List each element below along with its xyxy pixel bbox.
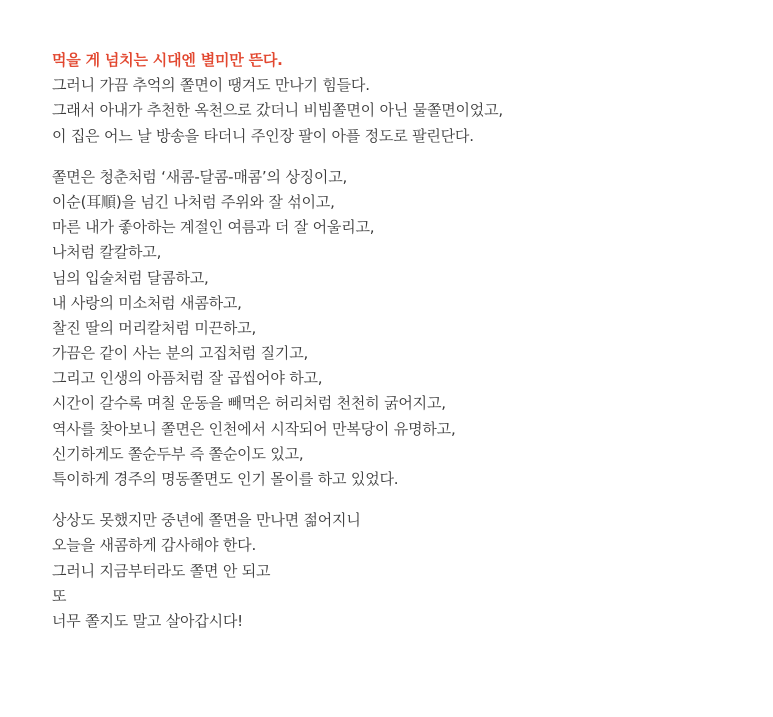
- article-body: [52, 48, 752, 634]
- text-line: 찰진 딸의 머리칼처럼 미끈하고,: [52, 318, 257, 337]
- text-line: 너무 쫄지도 말고 살아갑시다!: [52, 611, 243, 630]
- text-line: 특이하게 경주의 명동쫄면도 인기 몰이를 하고 있었다.: [52, 470, 399, 488]
- text-line: 이 집은 어느 날 방송을 타더니 주인장 팔이 아플 정도로 팔린단다.: [52, 126, 474, 145]
- text-line: 쫄면은 청춘처럼 ‘새콤-달콤-매콤’의 상징이고,: [52, 167, 348, 186]
- paragraph-conclusion: [52, 508, 752, 634]
- text-line: 그리고 인생의 아픔처럼 잘 곱씹어야 하고,: [52, 369, 323, 388]
- text-line: 나처럼 칼칼하고,: [52, 243, 162, 262]
- paragraph-description: [52, 165, 752, 492]
- text-line: 상상도 못했지만 중년에 쫄면을 만나면 젊어지니: [52, 511, 361, 530]
- text-line: 님의 입술처럼 달콤하고,: [52, 268, 209, 287]
- text-line: 이순(耳順)을 넘긴 나처럼 주위와 잘 섞이고,: [52, 192, 335, 211]
- text-line: 신기하게도 쫄순두부 즉 쫄순이도 있고,: [52, 444, 304, 463]
- text-line: 또: [52, 586, 67, 605]
- text-line: 역사를 찾아보니 쫄면은 인천에서 시작되어 만복당이 유명하고,: [52, 419, 456, 438]
- text-line: 그래서 아내가 추천한 옥천으로 갔더니 비빔쫄면이 아닌 물쫄면이었고,: [52, 101, 503, 120]
- text-line: 가끔은 같이 사는 분의 고집처럼 질기고,: [52, 344, 309, 363]
- text-line: 그러니 지금부터라도 쫄면 안 되고: [52, 561, 271, 580]
- text-line: 마른 내가 좋아하는 계절인 여름과 더 잘 어울리고,: [52, 218, 375, 237]
- text-line: 시간이 갈수록 며칠 운동을 빼먹은 허리처럼 천천히 굵어지고,: [52, 394, 446, 413]
- text-line: 그러니 가끔 추억의 쫄면이 땡겨도 만나기 힘들다.: [52, 76, 370, 95]
- article-headline: 먹을 게 넘치는 시대엔 별미만 뜬다.: [52, 51, 283, 69]
- paragraph-intro: [52, 48, 752, 149]
- text-line: 내 사랑의 미소처럼 새콤하고,: [52, 293, 242, 312]
- text-line: 오늘을 새콤하게 감사해야 한다.: [52, 536, 257, 555]
